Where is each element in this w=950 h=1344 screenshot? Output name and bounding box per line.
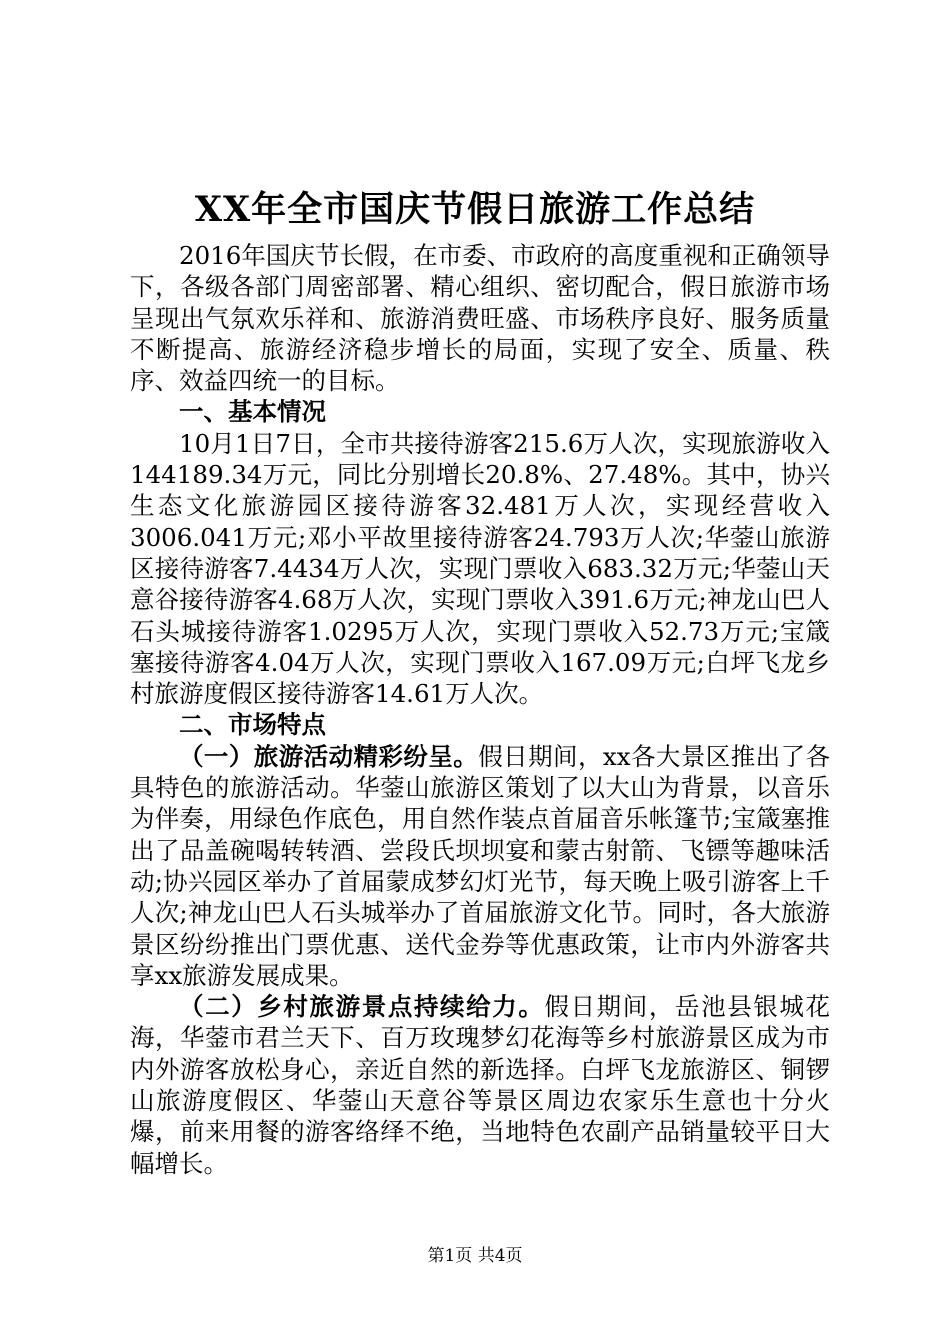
market-feature-paragraph-1: [130, 741, 830, 991]
market-feature-subheading-2: （二）乡村旅游景点持续给力。: [179, 992, 545, 1022]
section-heading-basic-situation: 一、基本情况: [179, 397, 326, 427]
market-feature-text-1: 假日期间，xx各大景区推出了各具特色的旅游活动。华蓥山旅游区策划了以大山为背景，以音乐为伴奏，用绿色作底色，用自然作装点首届音乐帐篷节;宝箴塞推出了品盖碗喝转转酒、尝段氏坝坝宴和蒙古射箭、飞镖等趣味活动;协兴园区举办了首届蒙成梦幻灯光节，每天晚上吸引游客上千人次;神龙山巴人石头城举办了首届旅游文化节。同时，各大旅游景区纷纷推出门票优惠、送代金券等优惠政策，让市内外游客共享xx旅游发展成果。: [130, 741, 830, 990]
market-feature-paragraph-2: [130, 991, 830, 1179]
market-feature-subheading-1: （一）旅游活动精彩纷呈。: [179, 741, 479, 771]
document-body: [130, 240, 830, 1179]
document-title: XX年全市国庆节假日旅游工作总结: [194, 189, 756, 230]
market-feature-text-2: 假日期间，岳池县银城花海，华蓥市君兰天下、百万玫瑰梦幻花海等乡村旅游景区成为市内外游客放松身心，亲近自然的新选择。白坪飞龙旅游区、铜锣山旅游度假区、华蓥山天意谷等景区周边农家乐生意也十分火爆，前来用餐的游客络绎不绝，当地特色农副产品销量较平日大幅增长。: [130, 992, 831, 1178]
basic-situation-paragraph: 10月1日7日，全市共接待游客215.6万人次，实现旅游收入144189.34万元，同比分别增长20.8%、27.48%。其中，协兴生态文化旅游园区接待游客32.481万人次，实现经营收入3006.041万元;邓小平故里接待游客24.793万人次;华蓥山旅游区接待游客7.4434万人次，实现门票收入683.32万元;华蓥山天意谷接待游客4.68万人次，实现门票收入391.6万元;神龙山巴人石头城接待游客1.0295万人次，实现门票收入52.73万元;宝箴塞接待游客4.04万人次，实现门票收入167.09万元;白坪飞龙乡村旅游度假区接待游客14.61万人次。: [130, 428, 830, 709]
section-heading-market-features: 二、市场特点: [179, 710, 326, 740]
page-number-footer: 第1页 共4页: [427, 1246, 523, 1266]
intro-paragraph: 2016年国庆节长假，在市委、市政府的高度重视和正确领导下，各级各部门周密部署、精心组织、密切配合，假日旅游市场呈现出气氛欢乐祥和、旅游消费旺盛、市场秩序良好、服务质量不断提高、旅游经济稳步增长的局面，实现了安全、质量、秩序、效益四统一的目标。: [130, 241, 830, 396]
